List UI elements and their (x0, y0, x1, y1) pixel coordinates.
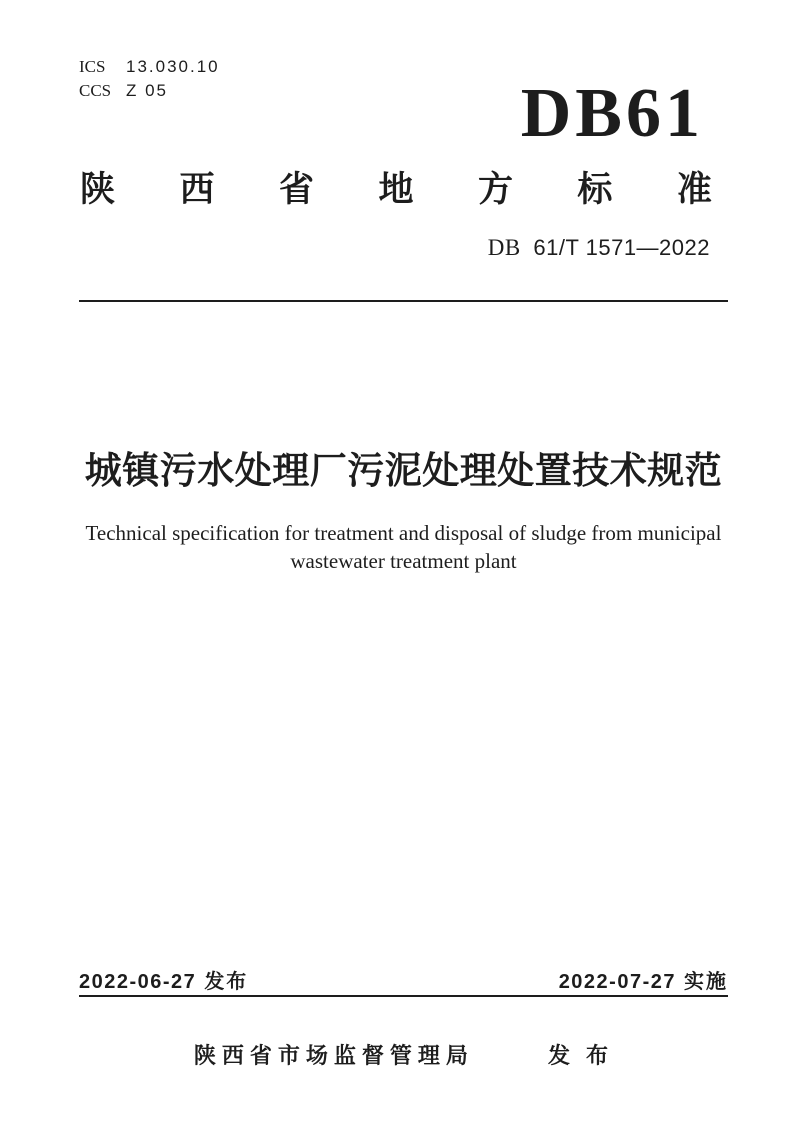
publisher-name: 陕西省市场监督管理局 (193, 1043, 474, 1068)
ccs-label: CCS (79, 81, 112, 100)
classification-codes (79, 55, 220, 103)
implementation-date-label: 实施 (684, 971, 728, 993)
issue-date-value: 2022-06-27 (79, 971, 197, 993)
header-rule (79, 300, 728, 302)
implementation-date-value: 2022-07-27 (558, 971, 676, 993)
ics-value: 13.030.10 (126, 57, 220, 76)
english-title-line2: wastewater treatment plant (290, 549, 517, 573)
standard-code-number: 61/T 1571—2022 (533, 235, 710, 260)
standard-type-banner: 陕 西 省 地 方 标 准 (80, 170, 712, 209)
db61-logo: DB61 (520, 75, 704, 152)
ccs-value: Z 05 (126, 81, 169, 100)
publisher-row (79, 1042, 728, 1071)
dates-row (79, 970, 728, 994)
issue-date-label: 发布 (204, 971, 249, 993)
chinese-title: 城镇污水处理厂污泥处理处置技术规范 (84, 450, 723, 491)
english-title-line1: Technical specification for treatment and disposal of sludge from municipal (85, 521, 722, 545)
issue-date (79, 970, 248, 994)
standard-code (488, 234, 710, 262)
footer-rule (79, 995, 728, 997)
implementation-date (559, 970, 728, 994)
ics-label: ICS (79, 57, 106, 76)
cover-content (79, 0, 728, 1132)
standard-code-prefix: DB (487, 235, 521, 260)
publish-action-label: 发 布 (547, 1043, 614, 1068)
ics-code-row (79, 55, 220, 79)
ccs-code-row (79, 79, 220, 103)
english-title (69, 519, 738, 575)
